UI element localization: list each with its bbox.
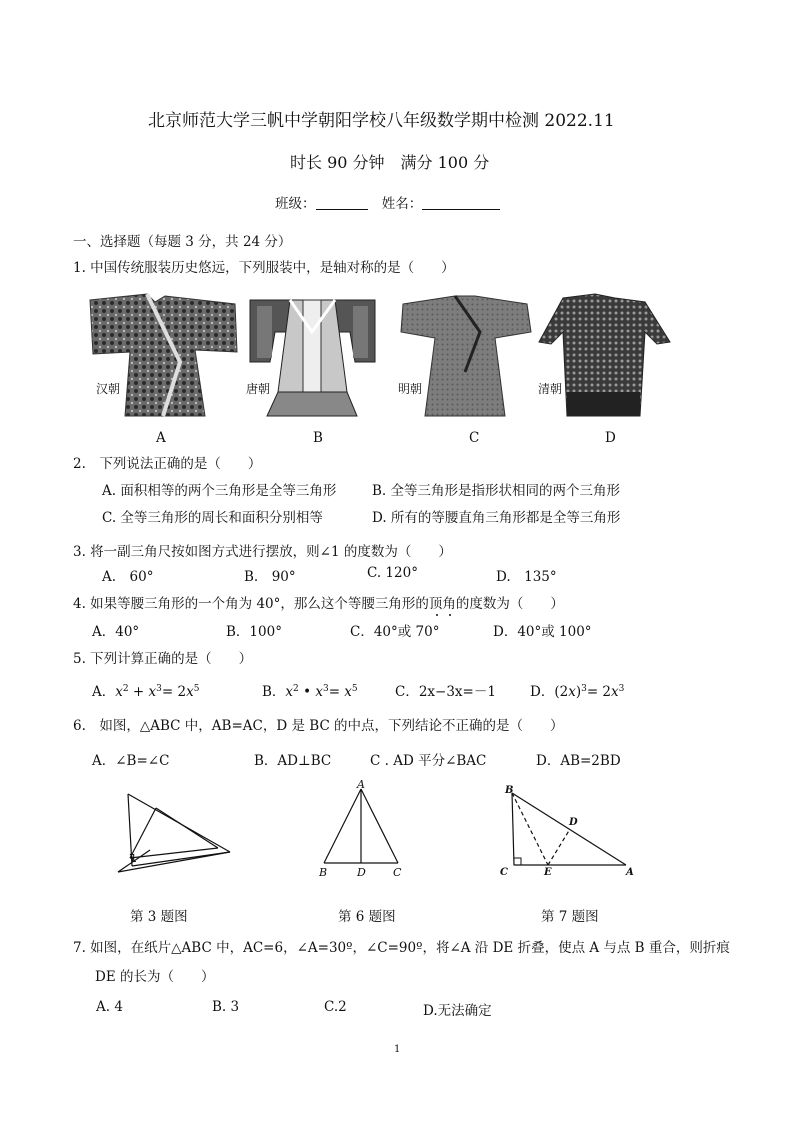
figure-3-angle-label: 1 xyxy=(130,852,137,865)
figure-3-caption: 第 3 题图 xyxy=(130,909,188,925)
class-label: 班级： xyxy=(275,196,316,212)
q6-option-d: D．AB=2BD xyxy=(536,753,621,769)
question-7-continued: DE 的长为（ ） xyxy=(95,969,215,985)
figure-6-caption: 第 6 题图 xyxy=(338,909,396,925)
q5-option-a: A．$x^2 + x^3= 2x^5$ xyxy=(92,684,200,700)
q5-option-b-label: B． xyxy=(262,684,286,700)
garment-images xyxy=(85,292,685,420)
option-letter-c: C xyxy=(469,430,480,446)
question-3: 3. 将一副三角尺按如图方式进行摆放，则∠1 的度数为（ ） xyxy=(73,544,452,560)
q4-text-pre: 4. 如果等腰三角形的一个角为 40°，那么这个等腰三角形的 xyxy=(73,596,429,612)
dynasty-label-a: 汉朝 xyxy=(96,382,121,396)
question-1: 1. 中国传统服装历史悠远，下列服装中，是轴对称的是（ ） xyxy=(73,260,455,276)
option-letter-b: B xyxy=(313,430,323,446)
q7-option-c: C.2 xyxy=(324,999,347,1015)
fig7-label-d: D xyxy=(569,817,578,828)
fig6-label-b: B xyxy=(319,866,328,879)
q6-option-a: A．∠B=∠C xyxy=(92,753,170,769)
q2-option-d: D. 所有的等腰直角三角形都是全等三角形 xyxy=(372,510,621,526)
question-4 xyxy=(73,592,564,612)
q5-option-d: D．$(2x)^3= 2x^3$ xyxy=(530,684,625,700)
fig7-label-a: A xyxy=(626,867,634,878)
fig6-label-c: C xyxy=(393,866,402,879)
fig6-label-a: A xyxy=(357,778,365,791)
q3-option-d: D. 135° xyxy=(496,569,557,585)
q3-option-c: C. 120° xyxy=(367,565,418,581)
q7-option-a: A. 4 xyxy=(96,999,123,1015)
figure-7-caption: 第 7 题图 xyxy=(541,909,599,925)
option-letter-a: A xyxy=(156,430,166,446)
q5-option-d-label: D． xyxy=(530,684,555,700)
q4-option-a: A．40° xyxy=(92,624,140,640)
q4-option-c: C．40°或 70° xyxy=(350,624,440,640)
q4-option-b: B．100° xyxy=(226,624,282,640)
class-blank xyxy=(316,197,368,210)
figure-7-triangle xyxy=(500,785,640,880)
page-number: 1 xyxy=(394,1044,401,1055)
dynasty-label-b: 唐朝 xyxy=(246,382,271,396)
qing-robe-image xyxy=(539,294,670,416)
fig7-label-b: B xyxy=(505,785,514,796)
q5-option-a-label: A． xyxy=(92,684,116,700)
section-heading: 一、选择题（每题 3 分，共 24 分） xyxy=(73,234,292,250)
question-6: 6. 如图，△ABC 中，AB=AC，D 是 BC 的中点，下列结论不正确的是（ ） xyxy=(73,718,564,734)
tang-robe-image xyxy=(250,300,375,416)
q3-option-a: A. 60° xyxy=(102,569,154,585)
question-2: 2. 下列说法正确的是（ ） xyxy=(73,456,262,472)
option-letter-d: D xyxy=(605,430,616,446)
question-5: 5. 下列计算正确的是（ ） xyxy=(73,651,253,667)
q4-option-d: D．40°或 100° xyxy=(493,624,592,640)
q3-option-b: B. 90° xyxy=(244,569,296,585)
exam-subtitle: 时长 90 分钟 满分 100 分 xyxy=(290,153,490,172)
q2-option-a: A. 面积相等的两个三角形是全等三角形 xyxy=(102,483,337,499)
dynasty-label-c: 明朝 xyxy=(398,382,423,396)
q5-option-c: C．2x−3x=－1 xyxy=(395,684,496,700)
q7-option-b: B. 3 xyxy=(212,999,240,1015)
name-label: 姓名： xyxy=(381,196,423,212)
q4-text-post: 的度数为（ ） xyxy=(455,596,564,612)
q4-emphasis-2: 角 xyxy=(442,596,456,612)
dynasty-label-d: 清朝 xyxy=(538,382,563,396)
ming-robe-image xyxy=(401,296,531,416)
fig7-label-c: C xyxy=(500,867,508,878)
question-7: 7. 如图，在纸片△ABC 中，AC=6，∠A=30º，∠C=90º，将∠A 沿 DE 折叠，使点 A 与点 B 重合，则折痕 xyxy=(73,940,730,956)
q5-option-b: B．$x^2$ • $x^3= x^5$ xyxy=(262,684,358,700)
q6-option-c: C . AD 平分∠BAC xyxy=(370,753,487,769)
q4-emphasis-1: 顶 xyxy=(428,596,443,612)
q2-option-c: C. 全等三角形的周长和面积分别相等 xyxy=(102,510,323,526)
student-info xyxy=(275,192,500,212)
name-blank xyxy=(422,197,500,210)
fig6-label-d: D xyxy=(357,866,366,879)
fig7-label-e: E xyxy=(544,867,552,878)
page-title: 北京师范大学三帆中学朝阳学校八年级数学期中检测 2022.11 xyxy=(148,111,615,131)
figure-3-set-squares xyxy=(110,790,240,880)
q7-option-d: D.无法确定 xyxy=(423,1003,492,1019)
han-robe-image xyxy=(90,294,237,416)
q2-option-b: B. 全等三角形是指形状相同的两个三角形 xyxy=(372,483,621,499)
q6-option-b: B．AD⊥BC xyxy=(254,753,332,769)
